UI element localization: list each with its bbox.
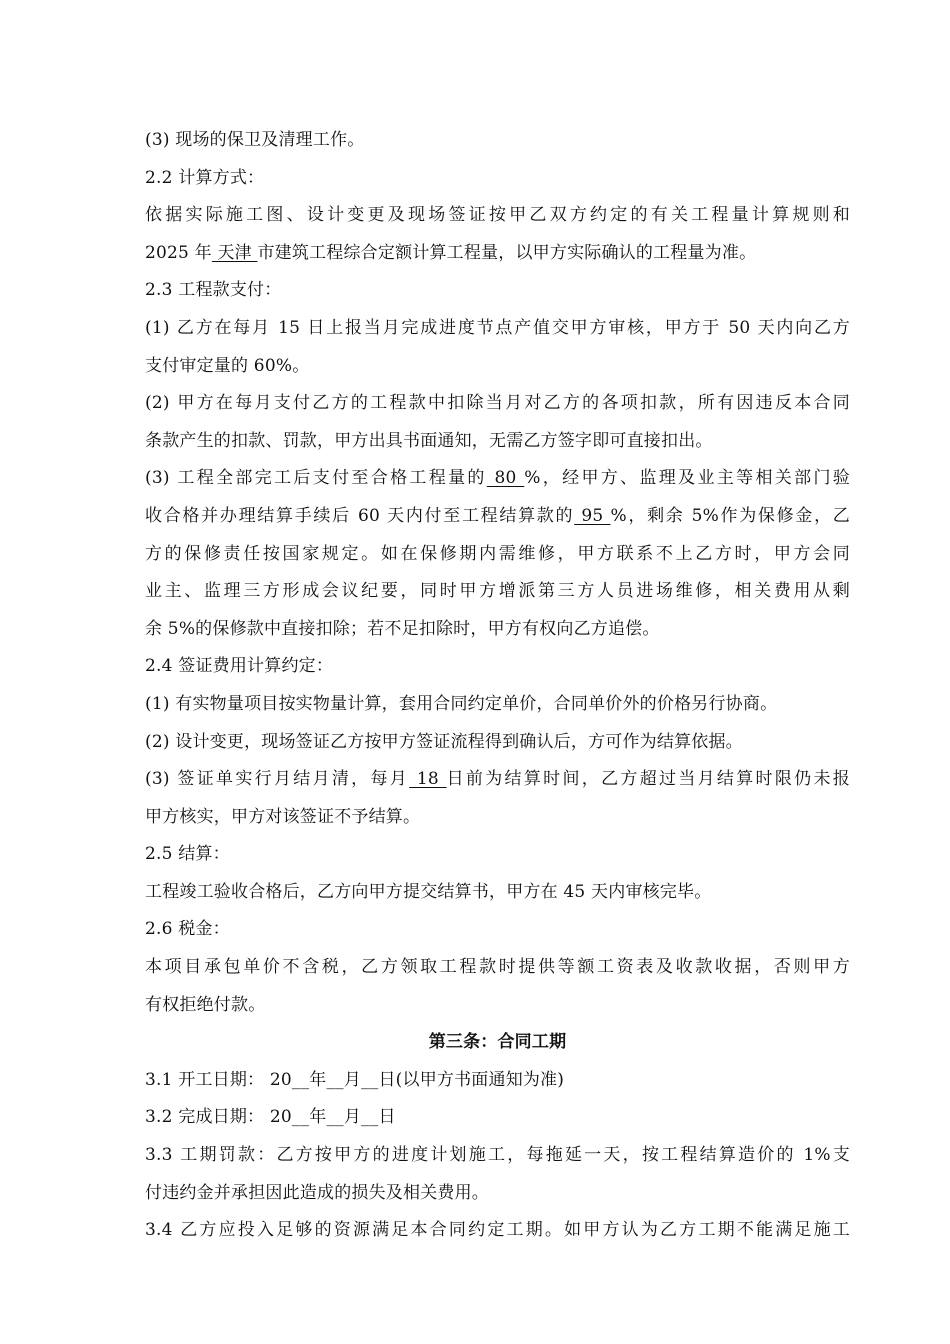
- doc-line: 付违约金并承担因此造成的损失及相关费用。: [145, 1182, 489, 1203]
- doc-line: 条款产生的扣款、罚款，甲方出具书面通知，无需乙方签字即可直接扣出。: [145, 430, 713, 451]
- doc-line: (1) 乙方在每月 15 日上报当月完成进度节点产值交甲方审核，甲方于 50 天内向乙方: [145, 317, 850, 338]
- doc-line: 业主、监理三方形成会议纪要，同时甲方增派第三方人员进场维修，相关费用从剩: [145, 581, 850, 602]
- doc-line: 甲方核实，甲方对该签证不予结算。: [145, 806, 421, 827]
- doc-line: (3) 签证单实行月结月清，每月 18 日前为结算时间，乙方超过当月结算时限仍未报: [145, 769, 850, 790]
- document-page: [145, 122, 850, 1250]
- section-heading: 2.4 签证费用计算约定：: [145, 656, 334, 677]
- section-heading: 2.2 计算方式：: [145, 167, 265, 188]
- doc-line: 有权拒绝付款。: [145, 994, 266, 1015]
- doc-line: 工程竣工验收合格后，乙方向甲方提交结算书，甲方在 45 天内审核完毕。: [145, 881, 712, 902]
- doc-line: 3.2 完成日期： 20__年__月__日: [145, 1107, 396, 1128]
- doc-line: 方的保修责任按国家规定。如在保修期内需维修，甲方联系不上乙方时，甲方会同: [145, 543, 850, 564]
- doc-line: (2) 设计变更，现场签证乙方按甲方签证流程得到确认后，方可作为结算依据。: [145, 731, 743, 752]
- section-heading: 2.3 工程款支付：: [145, 280, 282, 301]
- doc-line: 依据实际施工图、设计变更及现场签证按甲乙双方约定的有关工程量计算规则和: [145, 205, 850, 226]
- doc-line: 支付审定量的 60%。: [145, 355, 310, 376]
- article-title: 第三条：合同工期: [428, 1032, 567, 1053]
- doc-line: 3.4 乙方应投入足够的资源满足本合同约定工期。如甲方认为乙方工期不能满足施工: [145, 1220, 850, 1241]
- doc-line: (2) 甲方在每月支付乙方的工程款中扣除当月对乙方的各项扣款，所有因违反本合同: [145, 393, 850, 414]
- underlined-field: 天津: [211, 242, 258, 263]
- underlined-field: 95: [574, 505, 611, 526]
- doc-line: (3) 工程全部完工后支付至合格工程量的 80 %，经甲方、监理及业主等相关部门验: [145, 468, 850, 489]
- doc-line: 3.3 工期罚款：乙方按甲方的进度计划施工，每拖延一天，按工程结算造价的 1%支: [145, 1145, 850, 1166]
- doc-line: 本项目承包单价不含税，乙方领取工程款时提供等额工资表及收款收据，否则甲方: [145, 957, 850, 978]
- underlined-field: 80: [486, 468, 525, 489]
- doc-line: 3.1 开工日期： 20__年__月__日(以甲方书面通知为准): [145, 1069, 565, 1090]
- doc-line: 收合格并办理结算手续后 60 天内付至工程结算款的 95 %，剩余 5%作为保修金，乙: [145, 505, 850, 526]
- doc-line: 余 5%的保修款中直接扣除；若不足扣除时，甲方有权向乙方追偿。: [145, 618, 660, 639]
- section-heading: 2.6 税金：: [145, 919, 230, 940]
- underlined-field: 18: [409, 769, 447, 790]
- doc-line: (1) 有实物量项目按实物量计算，套用合同约定单价，合同单价外的价格另行协商。: [145, 693, 778, 714]
- doc-line: 2025 年 天津 市建筑工程综合定额计算工程量，以甲方实际确认的工程量为准。: [145, 242, 757, 263]
- doc-line: (3) 现场的保卫及清理工作。: [145, 130, 365, 150]
- section-heading: 2.5 结算：: [145, 844, 230, 865]
